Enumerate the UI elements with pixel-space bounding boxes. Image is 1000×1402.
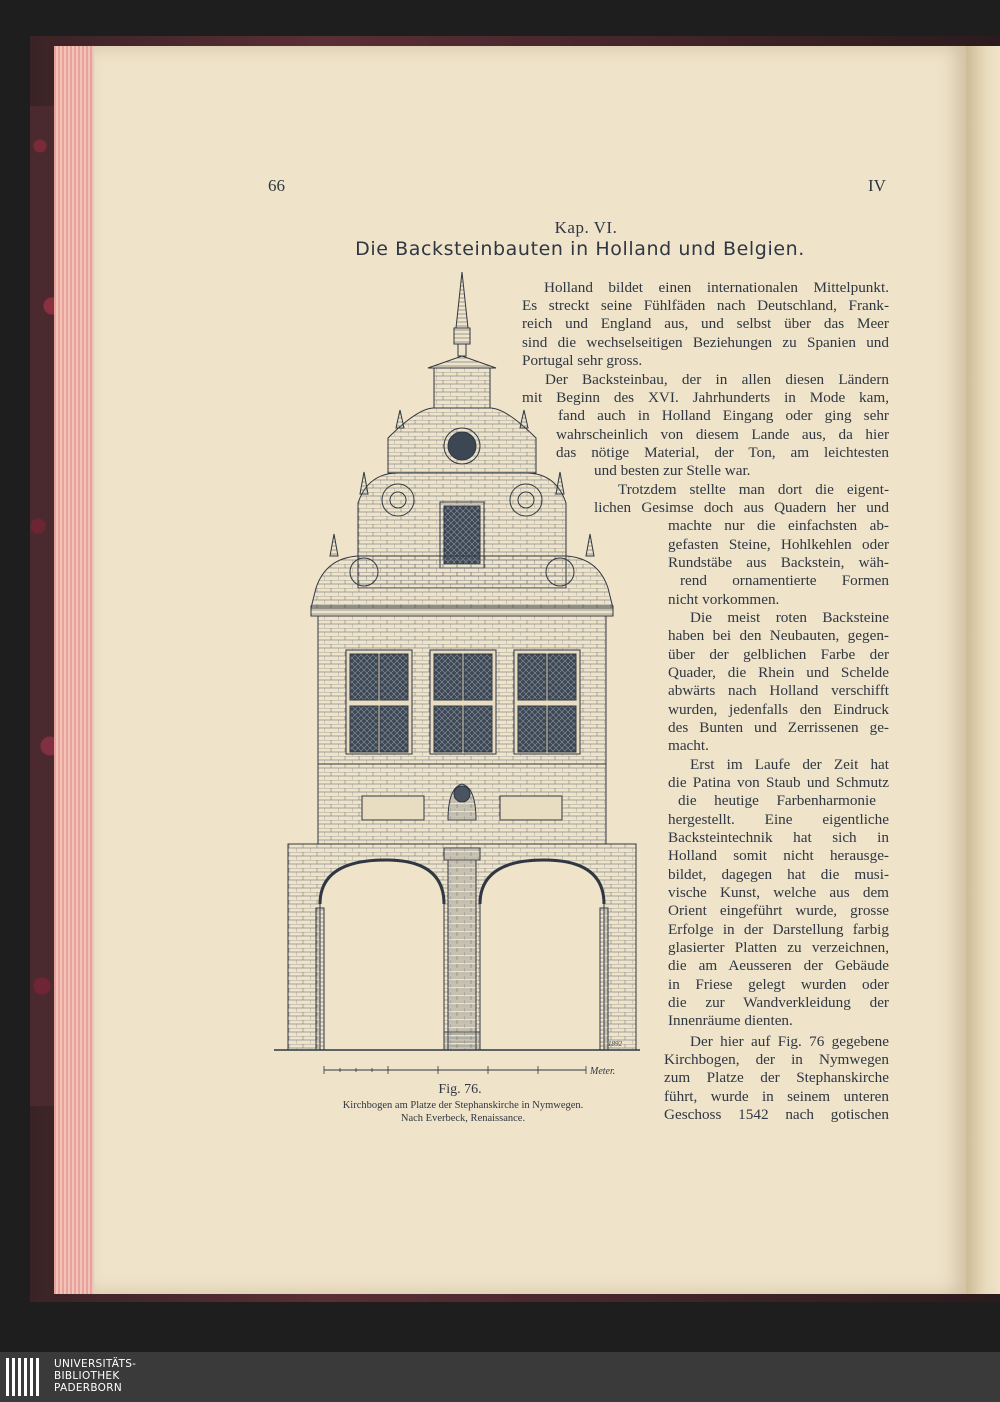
text-line: Erfolge in der Darstellung farbig <box>668 921 889 938</box>
text-line: des Bunten und Zerrissenen ge- <box>668 719 889 736</box>
text-line: Es streckt seine Fühlfäden nach Deutschland, Frank- <box>522 297 889 314</box>
text-line: Holland bildet einen internationalen Mittelpunkt. <box>544 279 889 296</box>
text-line: nicht vorkommen. <box>668 591 780 608</box>
text-line: führt, wurde in seinem unteren <box>664 1088 889 1105</box>
text-line: Erst im Laufe der Zeit hat <box>690 756 889 773</box>
text-line: bildet, dagegen hat die musi- <box>668 866 889 883</box>
text-line: hergestellt. Eine eigentliche <box>668 811 889 828</box>
text-line: rend ornamentierte Formen <box>680 572 889 589</box>
text-line: Der Backsteinbau, der in allen diesen Ländern <box>545 371 889 388</box>
text-line: Portugal sehr gross. <box>522 352 643 369</box>
text-line: lichen Gesimse doch aus Quadern her und <box>594 499 889 516</box>
text-line: gefasten Steine, Hohlkehlen oder <box>668 536 889 553</box>
text-line: die zur Wandverkleidung der <box>668 994 889 1011</box>
text-line: Der hier auf Fig. 76 gegebene <box>690 1033 889 1050</box>
text-line: wahrscheinlich von diesem Lande aus, da hier <box>556 426 889 443</box>
text-line: machte nur die einfachsten ab- <box>668 517 889 534</box>
text-line: Quader, die Rhein und Schelde <box>668 664 889 681</box>
text-line: in Friese gelegt wurden oder <box>668 976 889 993</box>
text-line: die heutige Farbenharmonie <box>678 792 876 809</box>
text-line: Holland somit nicht herausge- <box>668 847 889 864</box>
text-line: fand auch in Holland Eingang oder ging sehr <box>558 407 889 424</box>
text-line: Kirchbogen, der in Nymwegen <box>664 1051 889 1068</box>
text-line: mit Beginn des XVI. Jahrhunderts in Mode kam, <box>522 389 889 406</box>
text-line: sind die wechselseitigen Beziehungen zu Spanien und <box>522 334 889 351</box>
text-line: über der gelblichen Farbe der <box>668 646 889 663</box>
text-line: glasierter Platten zu verzeichnen, <box>668 939 889 956</box>
text-line: die am Aeusseren der Gebäude <box>668 957 889 974</box>
text-line: Geschoss 1542 nach gotischen <box>664 1106 889 1123</box>
text-line: Rundstäbe aus Backstein, wäh- <box>668 554 889 571</box>
text-line: Die meist roten Backsteine <box>690 609 889 626</box>
facade-engraving <box>268 268 643 1080</box>
text-line: zum Platze der Stephanskirche <box>664 1069 889 1086</box>
text-line: vische Kunst, welche aus dem <box>668 884 889 901</box>
library-name-line1: UNIVERSITÄTS- <box>54 1358 137 1370</box>
signature-mark: IV <box>868 176 886 195</box>
chapter-label-text: Kap. VI. <box>554 218 618 237</box>
text-line: Backsteintechnik hat sich in <box>668 829 889 846</box>
chapter-title <box>0 238 1000 260</box>
text-line: das nötige Material, der Ton, am leichtesten <box>556 444 889 461</box>
artist-signature: 1892 <box>608 1040 622 1048</box>
page-number: 66 <box>268 176 285 195</box>
chapter-title-text: Die Backsteinbauten in Holland und Belgien. <box>355 238 805 260</box>
text-line: abwärts nach Holland verschifft <box>668 682 889 699</box>
figure-label: Fig. 76. <box>438 1082 482 1097</box>
text-line: und besten zur Stelle war. <box>594 462 751 479</box>
text-line: haben bei den Neubauten, gegen- <box>668 627 889 644</box>
text-line: Innenräume dienten. <box>668 1012 793 1029</box>
scale-label: Meter. <box>590 1066 616 1077</box>
text-line: reich und England aus, und selbst über das Meer <box>522 315 889 332</box>
text-line: die Patina von Staub und Schmutz <box>668 774 889 791</box>
text-line: Orient eingeführt wurde, grosse <box>668 902 889 919</box>
text-line: wurden, jedenfalls den Eindruck <box>668 701 889 718</box>
chapter-label <box>0 218 1000 238</box>
text-line: macht. <box>668 737 709 754</box>
figure-caption <box>298 1099 628 1125</box>
library-name-line2: BIBLIOTHEK <box>54 1370 120 1382</box>
text-line: Trotzdem stellte man dort die eigent- <box>618 481 889 498</box>
library-logo-icon <box>6 1356 46 1398</box>
figure-caption-line1: Kirchbogen am Platze der Stephanskirche in Nymwegen. <box>342 1100 584 1111</box>
library-footer <box>0 1352 1000 1402</box>
library-name <box>54 1358 136 1394</box>
figure-caption-line2: Nach Everbeck, Renaissance. <box>400 1113 526 1124</box>
library-name-line3: PADERBORN <box>54 1382 122 1394</box>
